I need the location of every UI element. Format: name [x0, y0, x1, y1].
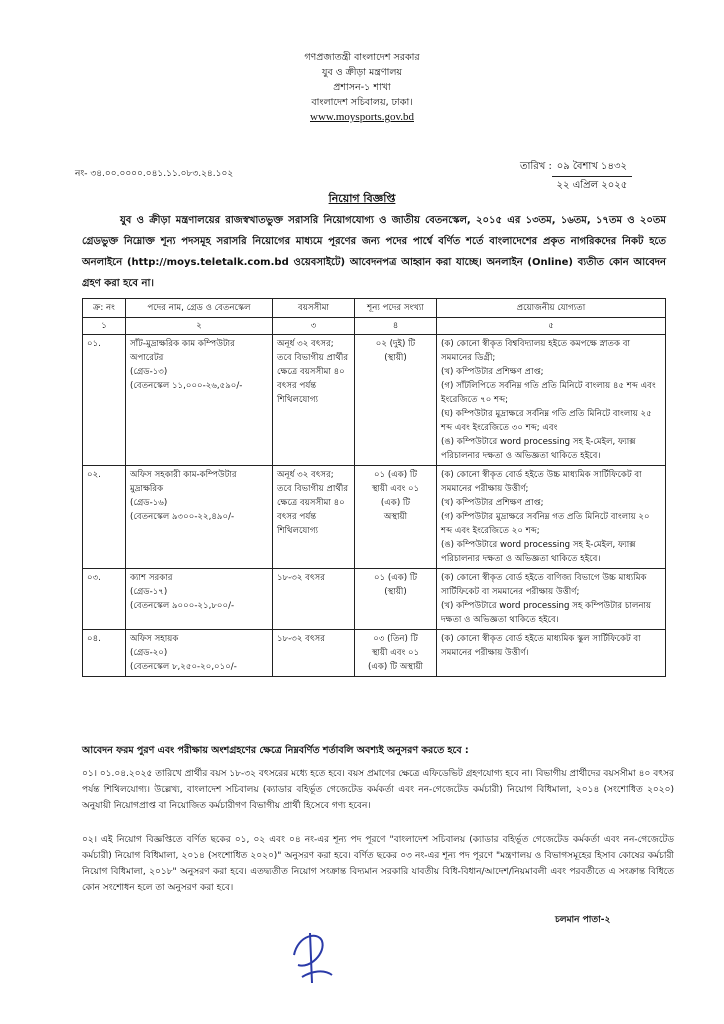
post-cell: সাঁট-মুদ্রাক্ষরিক কাম কম্পিউটার অপারেটর (গ্রেড-১৩) (বেতনস্কেল ১১,০০০-২৬,৫৯০/- — [126, 335, 273, 466]
column-number: ২ — [126, 318, 273, 335]
continued-page-note: চলমান পাতা-২ — [555, 915, 611, 925]
table-row — [83, 569, 666, 630]
vacancy-cell: ০১ (এক) টি স্থায়ী এবং ০১ (এক) টি অস্থায়ী — [355, 466, 437, 569]
serial-cell: ০১. — [83, 335, 126, 466]
qualification-cell: (ক) কোনো স্বীকৃত বোর্ড হইতে মাধ্যমিক স্কুল সার্টিফিকেট বা সমমানের পরীক্ষায় উত্তীর্ণ। — [437, 630, 666, 677]
govt-name: গণপ্রজাতন্ত্রী বাংলাদেশ সরকার — [304, 52, 420, 63]
date-label: তারিখ : — [520, 161, 552, 172]
column-number: ৪ — [355, 318, 437, 335]
serial-cell: ০২. — [83, 466, 126, 569]
column-number: ৫ — [437, 318, 666, 335]
age-cell: অনূর্ধ ৩২ বৎসর; তবে বিভাগীয় প্রার্থীর ক্ষেত্রে বয়সসীমা ৪০ বৎসর পর্যন্ত শিথিলযোগ্য — [273, 466, 355, 569]
vacancy-table — [82, 298, 666, 677]
column-header: পদের নাম, গ্রেড ও বেতনস্কেল — [126, 299, 273, 318]
post-cell: অফিস সহায়ক (গ্রেড-২০) (বেতনস্কেল ৮,২৫০-২০,০১০/- — [126, 630, 273, 677]
qualification-cell: (ক) কোনো স্বীকৃত বিশ্ববিদ্যালয় হইতে কমপক্ষে স্নাতক বা সমমানের ডিগ্রী; (খ) কম্পিউটার প্রশিক্ষণ প্রাপ্ত; (গ) সাঁটলিপিতে সর্বনিম্ন গতি প্রতি মিনিটে বাংলায় ৪৫ শব্দ এবং ইংরেজিতে ৭০ শব্দ; (ঘ) কম্পিউটার মুদ্রাক্ষরে সর্বনিম্ন গতি প্রতি মিনিটে বাংলায় ২৫ শব্দ এবং ইংরেজিতে ৩০ শব্দ; এবং (ঙ) কম্পিউটারে word processing সহ ই-মেইল, ফ্যাক্স পরিচালনার দক্ষতা ও অভিজ্ঞতা থাকিতে হইবে। — [437, 335, 666, 466]
column-header: প্রয়োজনীয় যোগ্যতা — [437, 299, 666, 318]
conditions-heading: আবেদন ফরম পুরণ এবং পরীক্ষায় অংশগ্রহণের ক্ষেত্রে নিম্নবর্ণিত শর্তাবলি অবশ্যই অনুসরণ করতে হবে : — [82, 745, 469, 756]
condition-item: ০১। ০১.০৪.২০২৫ তারিখে প্রার্থীর বয়স ১৮-৩২ বৎসরের মধ্যে হতে হবে। বয়স প্রমাণের ক্ষেত্রে এফিডেভিট গ্রহণযোগ্য হবে না। বিভাগীয় প্রার্থীদের বয়সসীমা ৪০ বৎসর পর্যন্ত শিথিলযোগ্য। উল্লেখ্য, বাংলাদেশ সচিবালয় (ক্যাডার বহির্ভূত গেজেটেড কর্মকর্তা এবং নন-গেজেটেড কর্মচারী) নিয়োগ বিধিমালা, ২০১৪ (সংশোধিত ২০২০) অনুযায়ী নিয়োগপ্রাপ্ত বা নিয়োজিত কর্মচারীগণ বিভাগীয় প্রার্থী হিসেবে গণ্য হবেন। — [82, 769, 674, 811]
age-cell: ১৮-৩২ বৎসর — [273, 630, 355, 677]
vacancy-cell: ০১ (এক) টি (স্থায়ী) — [355, 569, 437, 630]
intro-paragraph: যুব ও ক্রীড়া মন্ত্রণালয়ের রাজস্বখাতভুক্ত সরাসরি নিয়োগযোগ্য ও জাতীয় বেতনস্কেল, ২০১৫ এর ১৩তম, ১৬তম, ১৭তম ও ২০তম গ্রেডভুক্ত নিম্নোক্ত শূন্য পদসমূহ সরাসরি নিয়োগের মাধ্যমে পূরণের জন্য পদের পার্শ্বে বর্ণিত শর্তে বাংলাদেশের প্রকৃত নাগরিকদের নিকট হতে অনলাইনে (http://moys.teletalk.com.bd ওয়েবসাইটে) আবেদনপত্র আহ্বান করা যাচ্ছে। অনলাইন (Online) ব্যতীত কোন আবেদন গ্রহণ করা হবে না। — [82, 215, 666, 289]
column-number: ৩ — [273, 318, 355, 335]
website-link[interactable]: www.moysports.gov.bd — [310, 111, 414, 123]
post-cell: ক্যাশ সরকার (গ্রেড-১৭) (বেতনস্কেল ৯০০০-২১,৮০০/- — [126, 569, 273, 630]
column-number-row — [83, 318, 666, 335]
page-title: নিয়োগ বিজ্ঞপ্তি — [328, 192, 396, 205]
ministry-name: যুব ও ক্রীড়া মন্ত্রণালয় — [321, 67, 403, 78]
table-row — [83, 335, 666, 466]
memo-number: নং- ৩৪.০০.০০০০.০৪১.১১.০৮৩.২৪.১০২ — [75, 169, 234, 179]
vacancy-cell: ০২ (দুই) টি (স্থায়ী) — [355, 335, 437, 466]
condition-item: ০২। এই নিয়োগ বিজ্ঞপ্তিতে বর্ণিত ছকের ০১, ০২ এবং ০৪ নং-এর শূন্য পদ পূরণে "বাংলাদেশ সচিবালয় (ক্যাডার বহির্ভূত গেজেটেড কর্মকর্তা এবং নন-গেজেটেড কর্মচারী) নিয়োগ বিধিমালা, ২০১৪ (সংশোধিত ২০২০)" অনুসরণ করা হবে। বর্ণিত ছকের ০৩ নং-এর শূন্য পদ পূরণে "মন্ত্রণালয় ও বিভাগসমূহের হিসাব কোষের কর্মচারী নিয়োগ বিধিমালা, ২০১৮" অনুসরণ করা হবে। এতদ্ব্যতীত নিয়োগ সংক্রান্ত বিদ্যমান সরকারি যাবতীয় বিধি-বিধান/আদেশ/নিয়মাবলী এবং পরবর্তীতে এ সংক্রান্ত বিধিতে কোন সংশোধন হলে তা অনুসরণ করা হবে। — [82, 835, 674, 893]
age-cell: অনূর্ধ ৩২ বৎসর; তবে বিভাগীয় প্রার্থীর ক্ষেত্রে বয়সসীমা ৪০ বৎসর পর্যন্ত শিথিলযোগ্য — [273, 335, 355, 466]
column-header: বয়সসীমা — [273, 299, 355, 318]
section-name: প্রশাসন-১ শাখা — [333, 82, 391, 93]
signature-mark — [288, 925, 338, 987]
column-header: শূন্য পদের সংখ্যা — [355, 299, 437, 318]
qualification-cell: (ক) কোনো স্বীকৃত বোর্ড হইতে উচ্চ মাধ্যমিক সার্টিফিকেট বা সমমানের পরীক্ষায় উত্তীর্ণ; (খ) কম্পিউটার প্রশিক্ষণ প্রাপ্ত; (গ) কম্পিউটার মুদ্রাক্ষরে সর্বনিম্ন গত প্রতি মিনিটে বাংলায় ২০ শব্দ এবং ইংরেজিতে ২০ শব্দ; (ঙ) কম্পিউটারে word processing সহ ই-মেইল, ফ্যাক্স পরিচালনার দক্ষতা ও অভিজ্ঞতা থাকিতে হইবে। — [437, 466, 666, 569]
table-header-row — [83, 299, 666, 318]
post-cell: অফিস সহকারী কাম-কম্পিউটার মুদ্রাক্ষরিক (গ্রেড-১৬) (বেতনস্কেল ৯৩০০-২২,৪৯০/- — [126, 466, 273, 569]
date-bangla: ০৯ বৈশাখ ১৪৩২ — [552, 158, 632, 177]
table-row — [83, 466, 666, 569]
vacancy-cell: ০৩ (তিন) টি স্থায়ী এবং ০১ (এক) টি অস্থায়ী — [355, 630, 437, 677]
letterhead — [0, 50, 724, 125]
office-address: বাংলাদেশ সচিবালয়, ঢাকা। — [311, 97, 413, 108]
column-header: ক্র: নং — [83, 299, 126, 318]
table-row — [83, 630, 666, 677]
column-number: ১ — [83, 318, 126, 335]
serial-cell: ০৩. — [83, 569, 126, 630]
qualification-cell: (ক) কোনো স্বীকৃত বোর্ড হইতে বাণিজ্য বিভাগে উচ্চ মাধ্যমিক সার্টিফিকেট বা সমমানের পরীক্ষায় উত্তীর্ণ; (খ) কম্পিউটারে word processing সহ কম্পিউটার চালনায় দক্ষতা ও অভিজ্ঞতা থাকিতে হইবে। — [437, 569, 666, 630]
serial-cell: ০৪. — [83, 630, 126, 677]
date-english: ২২ এপ্রিল ২০২৫ — [556, 180, 628, 191]
age-cell: ১৮-৩২ বৎসর — [273, 569, 355, 630]
